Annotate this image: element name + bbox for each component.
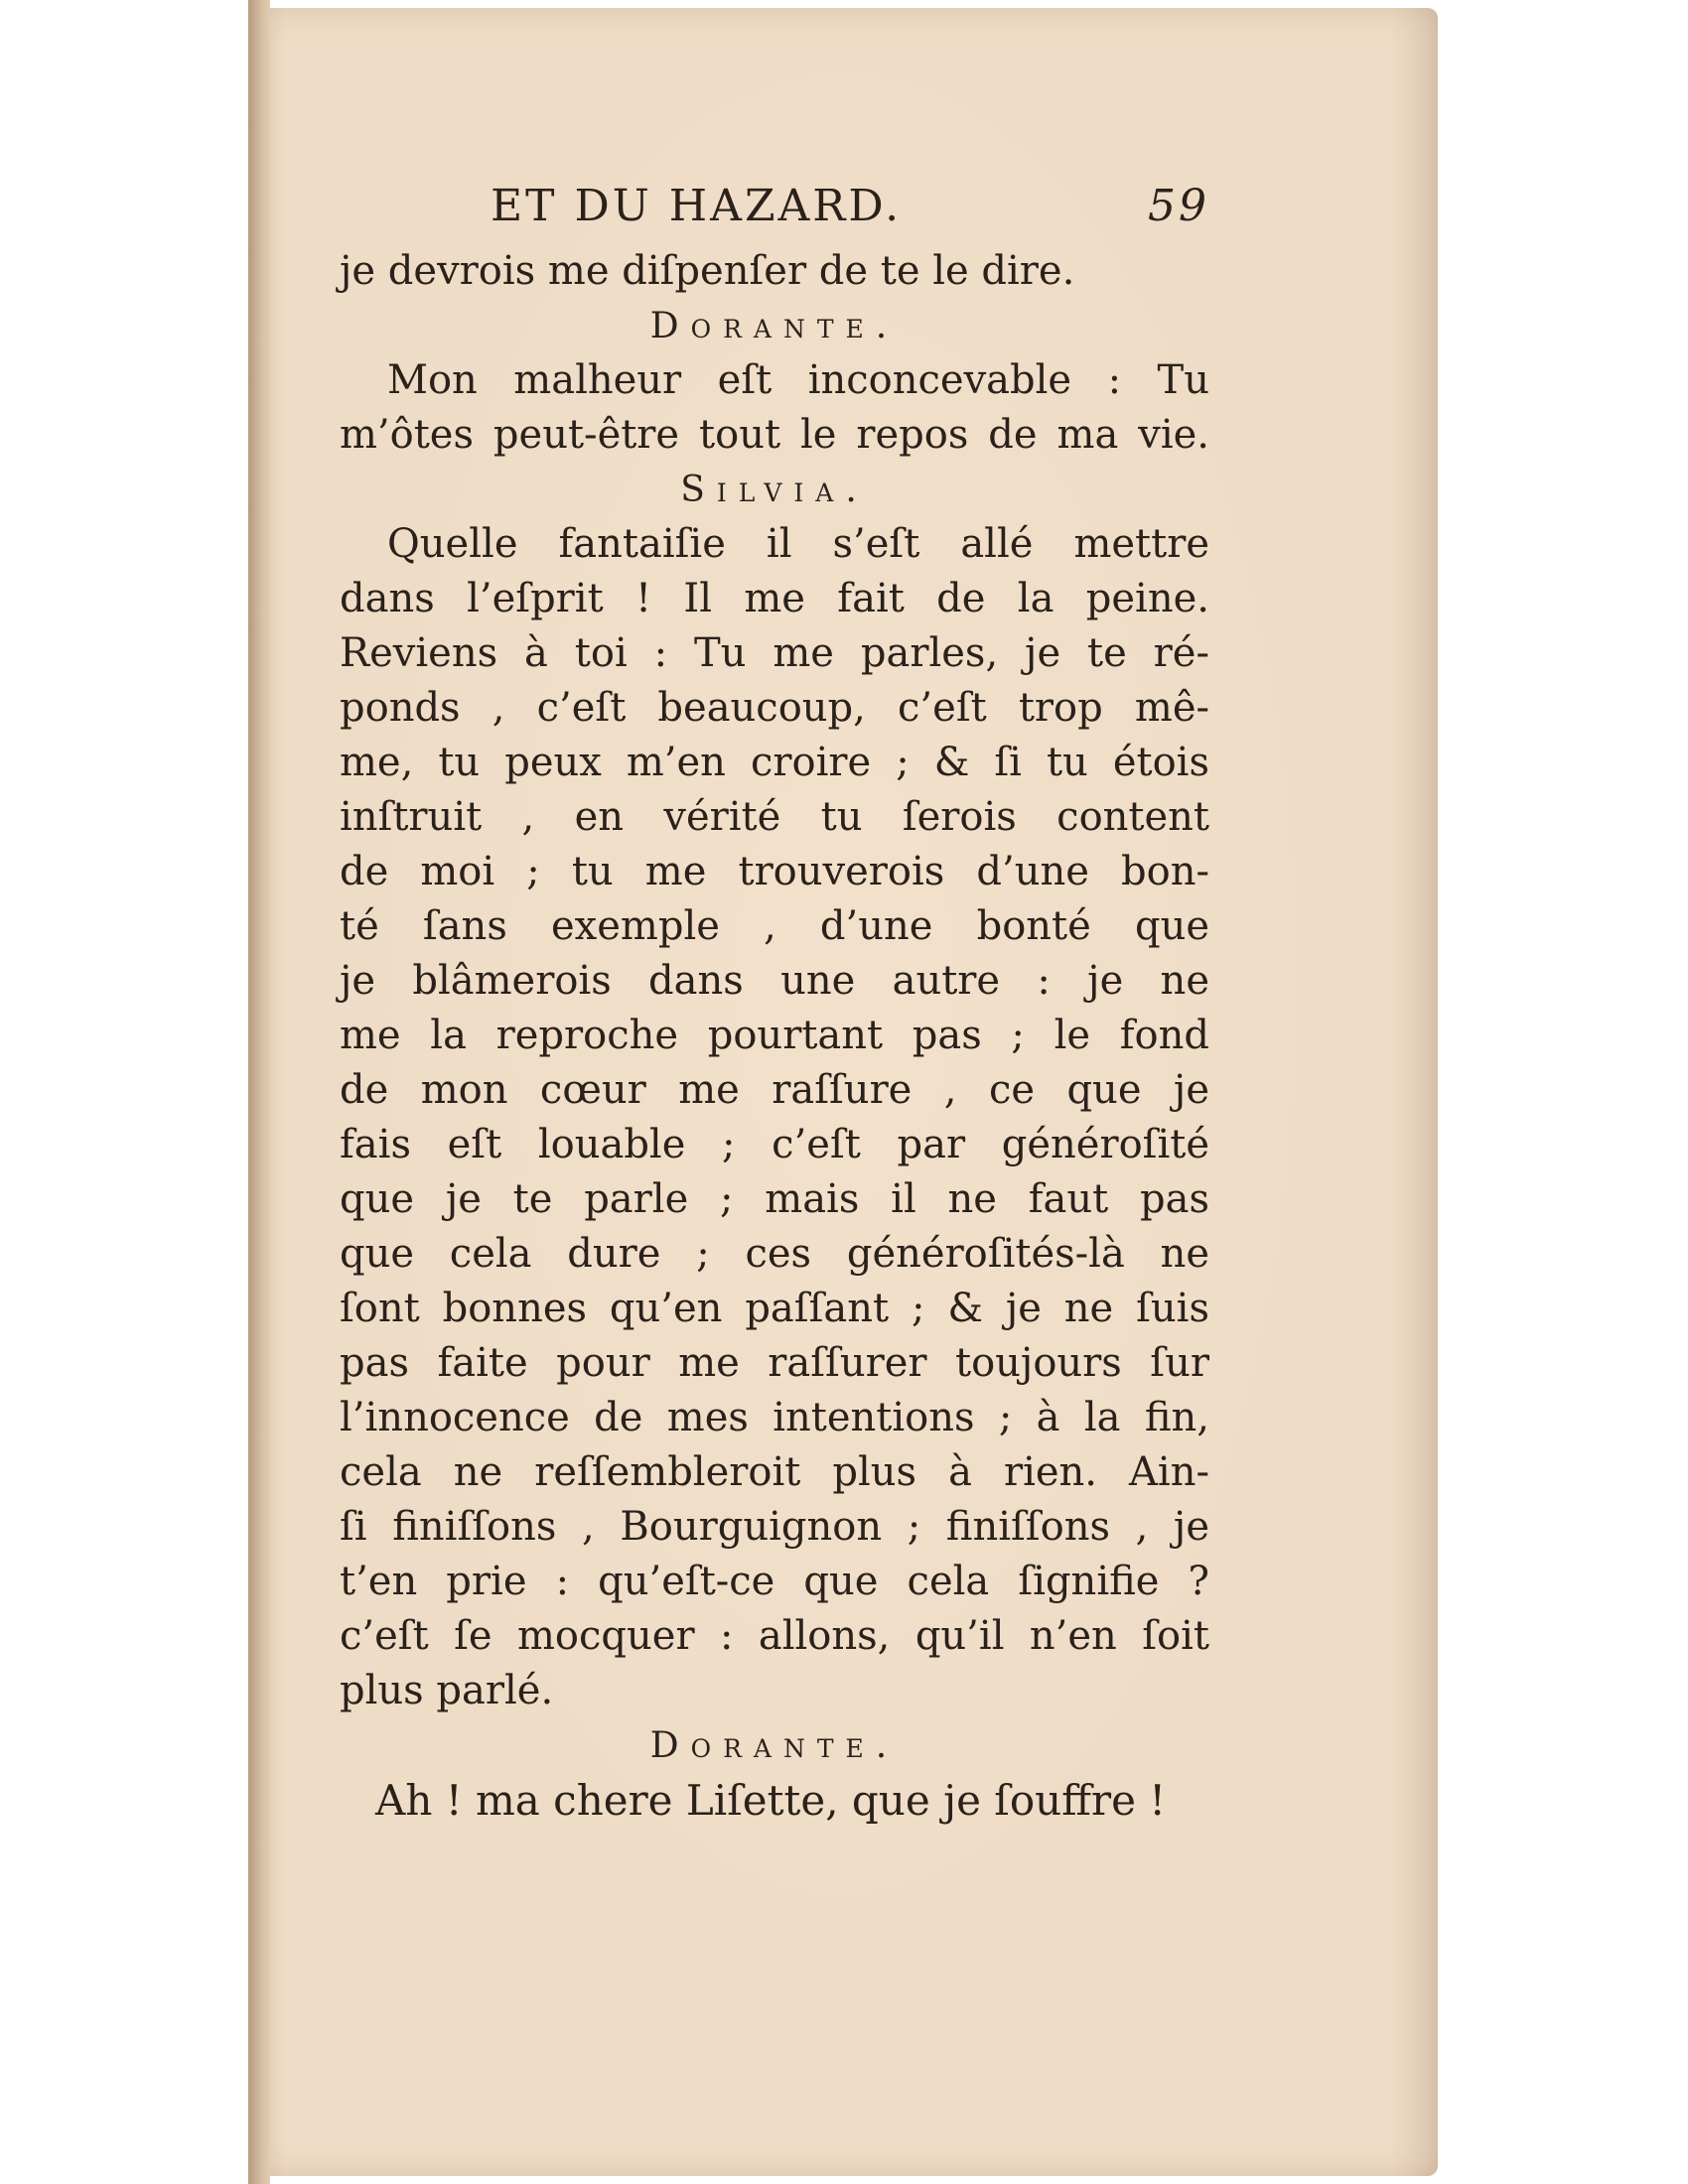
speaker-heading-dorante: Dorante. xyxy=(649,1725,900,1766)
silvia-line: pas faite pour me raſſurer toujours ſur xyxy=(340,1340,1209,1386)
silvia-line: dans l’eſprit ! Il me fait de la peine. xyxy=(340,576,1209,621)
opening-line: je devrois me diſpenſer de te le dire. xyxy=(340,248,1075,294)
silvia-line: té ſans exemple , d’une bonté que xyxy=(340,903,1209,949)
page-number: 59 xyxy=(1148,181,1209,231)
silvia-line: que cela dure ; ces généroſités-là ne xyxy=(340,1231,1209,1277)
silvia-line: fais eſt louable ; c’eſt par généroſité xyxy=(340,1122,1209,1167)
silvia-line: me, tu peux m’en croire ; & ſi tu étois xyxy=(340,740,1209,785)
silvia-line: plus parlé. xyxy=(340,1668,554,1713)
silvia-line: je blâmerois dans une autre : je ne xyxy=(340,958,1209,1004)
silvia-line: ponds , c’eſt beaucoup, c’eſt trop mê- xyxy=(340,685,1209,731)
silvia-line: que je te parle ; mais il ne faut pas xyxy=(340,1176,1209,1222)
silvia-line: Quelle fantaiſie il s’eſt allé mettre xyxy=(387,521,1209,567)
page-header xyxy=(340,175,1209,244)
speaker-heading-dorante: Dorante. xyxy=(649,306,900,346)
silvia-line: l’innocence de mes intentions ; à la fin, xyxy=(340,1395,1209,1440)
dorante-line: Mon malheur eſt inconcevable : Tu xyxy=(387,357,1209,403)
book-spine xyxy=(248,0,270,2184)
silvia-line: ſont bonnes qu’en paſſant ; & je ne ſuis xyxy=(340,1286,1209,1331)
silvia-line: me la reproche pourtant pas ; le fond xyxy=(340,1013,1209,1058)
speaker-heading-silvia: Silvia. xyxy=(680,470,869,510)
silvia-line: de mon cœur me raſſure , ce que je xyxy=(340,1067,1209,1113)
silvia-line: de moi ; tu me trouverois d’une bon- xyxy=(340,849,1209,894)
silvia-line: cela ne reſſembleroit plus à rien. Ain- xyxy=(340,1449,1209,1495)
page-text xyxy=(340,175,1209,1828)
dorante-line: m’ôtes peut-être tout le repos de ma vie. xyxy=(340,412,1209,458)
running-title: ET DU HAZARD. xyxy=(491,181,903,231)
silvia-line: Reviens à toi : Tu me parles, je te ré- xyxy=(340,630,1209,676)
silvia-line: c’eſt ſe mocquer : allons, qu’il n’en ſoit xyxy=(340,1613,1209,1659)
silvia-line: inſtruit , en vérité tu ſerois content xyxy=(340,794,1209,840)
silvia-line: t’en prie : qu’eſt-ce que cela ſignifie ? xyxy=(340,1559,1209,1604)
silvia-line: ſi finiſſons , Bourguignon ; finiſſons , je xyxy=(340,1504,1209,1550)
final-line: Ah ! ma chere Liſette, que je ſouffre ! xyxy=(375,1776,1167,1825)
